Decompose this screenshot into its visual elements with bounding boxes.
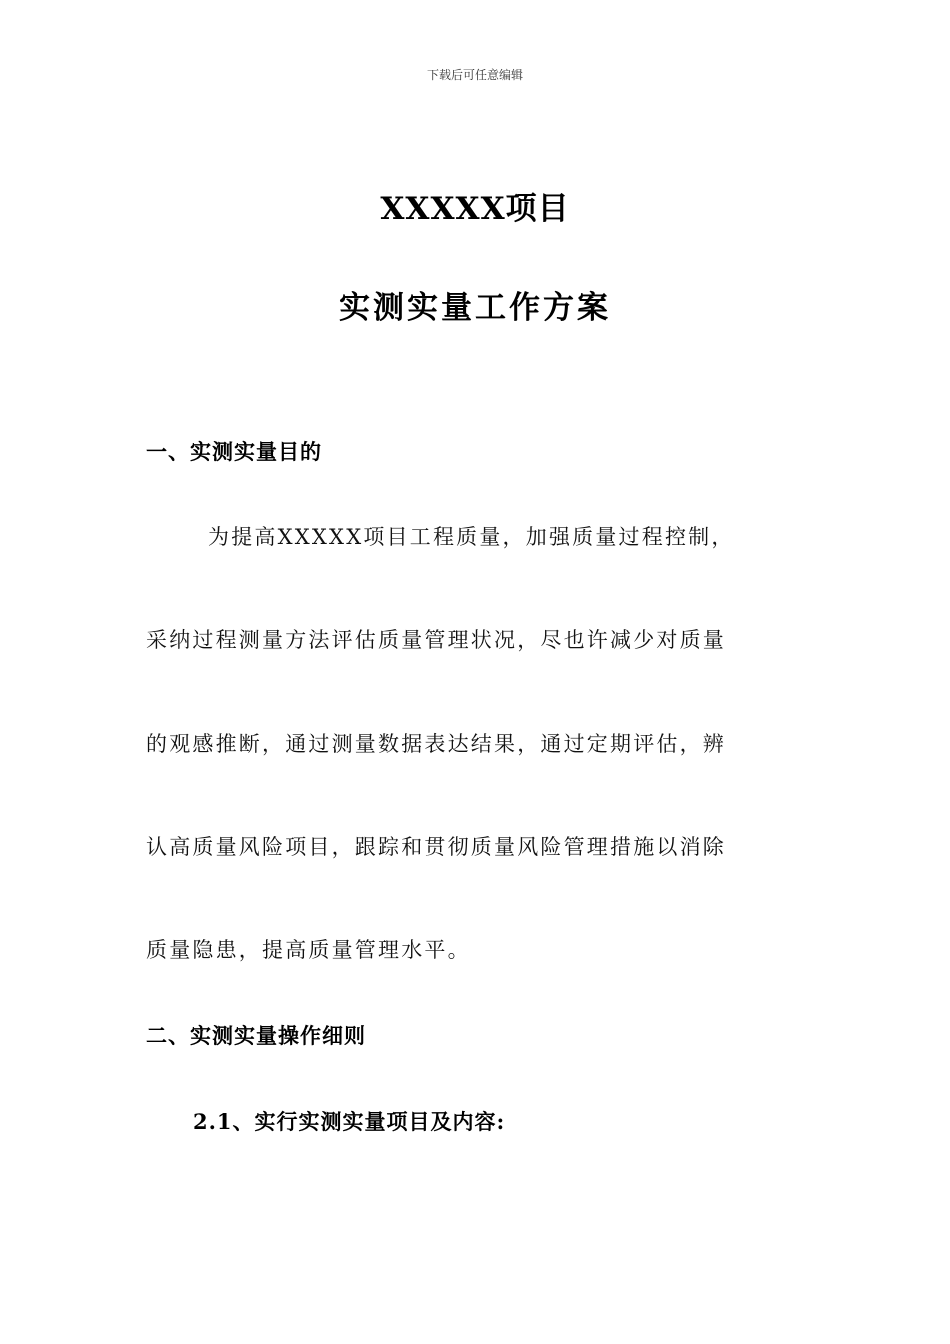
section-heading-operation-rules: 二、实测实量操作细则 <box>146 1023 366 1048</box>
paragraph-line: 采纳过程测量方法评估质量管理状况，尽也许减少对质量 <box>146 628 726 652</box>
paragraph-line: 的观感推断，通过测量数据表达结果，通过定期评估，辨 <box>146 732 726 756</box>
document-title-plan: 实测实量工作方案 <box>339 290 611 326</box>
paragraph-line: 质量隐患，提高质量管理水平。 <box>146 938 471 962</box>
header-note: 下载后可任意编辑 <box>426 68 523 82</box>
paragraph-line: 认高质量风险项目，跟踪和贯彻质量风险管理措施以消除 <box>146 835 726 859</box>
section-heading-purpose: 一、实测实量目的 <box>146 439 322 464</box>
paragraph-line: 为提高XXXXX项目工程质量，加强质量过程控制， <box>208 525 735 549</box>
subsection-heading-items-content: 2.1、实行实测实量项目及内容: <box>193 1109 506 1134</box>
document-title-project: XXXXX项目 <box>380 191 570 227</box>
